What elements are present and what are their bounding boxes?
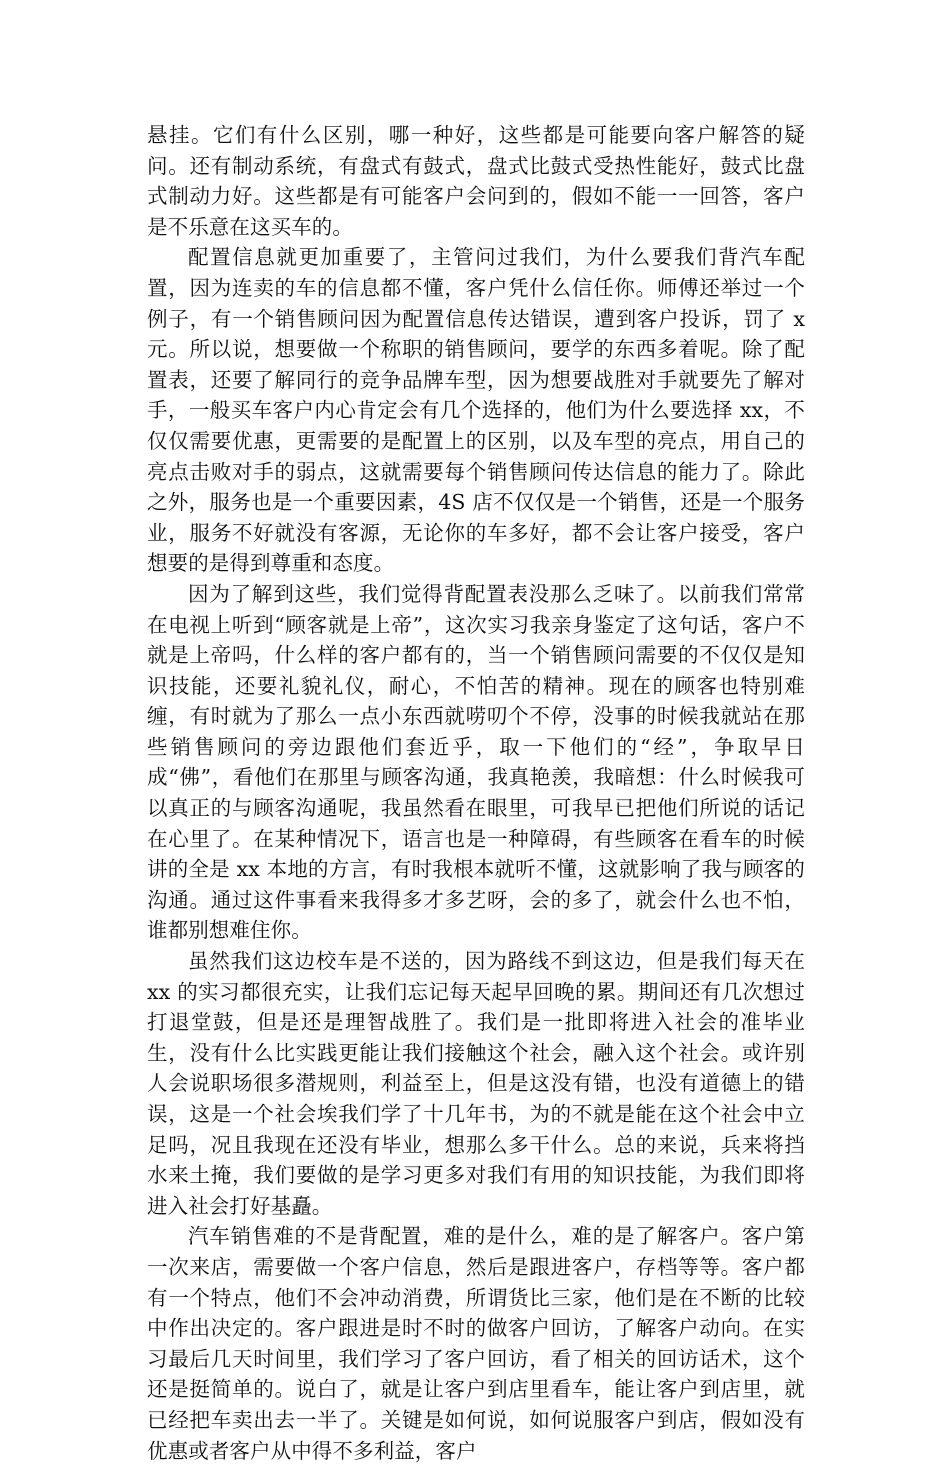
paragraph-1: 悬挂。它们有什么区别，哪一种好，这些都是可能要向客户解答的疑问。还有制动系统，有盘式有鼓式，盘式比鼓式受热性能好，鼓式比盘式制动力好。这些都是有可能客户会问到的，假如不能一一回答，客户是不乐意在这买车的。: [147, 123, 805, 239]
paragraph-2: 配置信息就更加重要了，主管问过我们，为什么要我们背汽车配置，因为连卖的车的信息都不懂，客户凭什么信任你。师傅还举过一个例子，有一个销售顾问因为配置信息传达错误，遭到客户投诉，罚了 x 元。所以说，想要做一个称职的销售顾问，要学的东西多着呢。除了配置表，还要了解同行的竞争品牌车型，因为想要战胜对手就要先了解对手，一般买车客户内心肯定会有几个选择的，他们为什么要选择 xx，不仅仅需要优惠，更需要的是配置上的区别，以及车型的亮点，用自己的亮点击败对手的弱点，这就需要每个销售顾问传达信息的能力了。除此之外，服务也是一个重要因素，4S 店不仅仅是一个销售，还是一个服务业，服务不好就没有客源，无论你的车多好，都不会让客户接受，客户想要的是得到尊重和态度。: [147, 245, 805, 576]
document-body: [147, 120, 805, 1466]
paragraph-4: 虽然我们这边校车是不送的，因为路线不到这边，但是我们每天在 xx 的实习都很充实，让我们忘记每天起早回晚的累。期间还有几次想过打退堂鼓，但是还是理智战胜了。我们是一批即将进入社会的准毕业生，没有什么比实践更能让我们接触这个社会，融入这个社会。或许别人会说职场很多潜规则，利益至上，但是这没有错，也没有道德上的错误，这是一个社会埃我们学了十几年书，为的不就是能在这个社会中立足吗，况且我现在还没有毕业，想那么多干什么。总的来说，兵来将挡水来土掩，我们要做的是学习更多对我们有用的知识技能，为我们即将进入社会打好基矗。: [147, 949, 805, 1218]
paragraph-5: 汽车销售难的不是背配置，难的是什么，难的是了解客户。客户第一次来店，需要做一个客户信息，然后是跟进客户，存档等等。客户都有一个特点，他们不会冲动消费，所谓货比三家，他们是在不断的比较中作出决定的。客户跟进是时不时的做客户回访，了解客户动向。在实习最后几天时间里，我们学习了客户回访，看了相关的回访话术，这个还是挺简单的。说白了，就是让客户到店里看车，能让客户到店里，就已经把车卖出去一半了。关键是如何说，如何说服客户到店，假如没有优惠或者客户从中得不多利益，客户: [147, 1224, 805, 1463]
paragraph-3: 因为了解到这些，我们觉得背配置表没那么乏味了。以前我们常常在电视上听到“顾客就是上帝”，这次实习我亲身鉴定了这句话，客户不就是上帝吗，什么样的客户都有的，当一个销售顾问需要的不仅仅是知识技能，还要礼貌礼仪，耐心，不怕苦的精神。现在的顾客也特别难缠，有时就为了那么一点小东西就唠叨个不停，没事的时候我就站在那些销售顾问的旁边跟他们套近乎，取一下他们的“经”，争取早日成“佛”，看他们在那里与顾客沟通，我真艳羡，我暗想：什么时候我可以真正的与顾客沟通呢，我虽然看在眼里，可我早已把他们所说的话记在心里了。在某种情况下，语言也是一种障碍，有些顾客在看车的时候讲的全是 xx 本地的方言，有时我根本就听不懂，这就影响了我与顾客的沟通。通过这件事看来我得多才多艺呀，会的多了，就会什么也不怕，谁都别想难住你。: [147, 581, 805, 943]
